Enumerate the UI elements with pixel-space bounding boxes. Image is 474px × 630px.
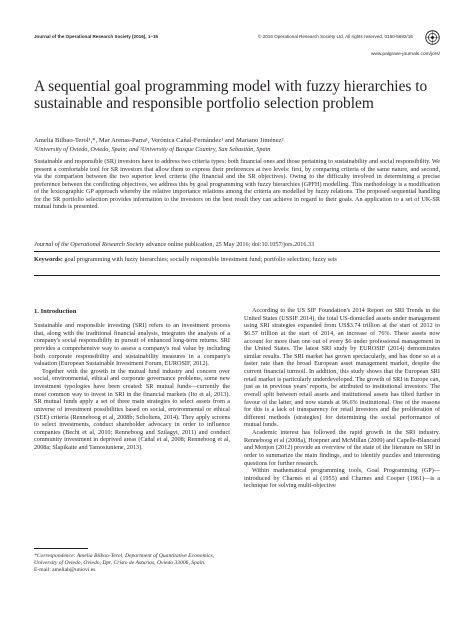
- journal-running-header: Journal of the Operational Research Society (2016), 1–15: [34, 34, 159, 39]
- divider-top: [34, 251, 440, 252]
- abstract: Sustainable and responsible (SR) investors have to address two criteria types: both financial ones and those pertaining to sustainability and social responsibility. We present a comfortable tool for SR investors that allow them to express their preferences at two levels: first, by comparing criteria of the same nature, and second, via the comparison between the two superior level criteria (the financial and the SR objectives). Owing to the difficulty involved in determining a precise preference between the conflicting objectives, we address this by goal programming with fuzzy hierarchies (GPFH) modelling. This methodology is a modification of the lexicographic GP approach whereby the relative importance relations among the criteria are modelled by fuzzy relations. The proposed sequential handling for the SR portfolio selection provides information to the investors on the best result they can achieve in regard to their goals. An application to a set of UK-SR mutual funds is presented.: [34, 158, 440, 211]
- author-affiliations: ¹University of Oviedo, Oviedo, Spain; and ²University of Basque Country, San Sebastián, Spain: [34, 146, 271, 153]
- keywords-text: goal programming with fuzzy hierarchies; socially responsible investment fund; portfolio selection; fuzzy sets: [62, 256, 337, 263]
- copyright-notice: © 2016 Operational Research Society Ltd. All rights reserved. 0160-5682/16: [258, 34, 413, 39]
- journal-website-link[interactable]: www.palgrave-journals.com/jors/: [370, 52, 440, 57]
- author-list: Amelia Bilbao-Terol¹,*, Mar Arenas-Parra¹, Verónica Cañal-Fernández¹ and Mariano Jiménez²: [34, 137, 284, 144]
- left-paragraph-1: Sustainable and responsible investing (SRI) refers to an investment process that, along with the traditional financial analysis, integrates the analysis of a company's social responsibility in pursuit of enhanced long-term returns. SRI provides a comprehensive way to assess a company's real value by including both corporate responsibility and sustainability measures in a company's valuation (European Sustainable Investment Forum, EUROSIF, 2012).: [34, 322, 230, 368]
- right-paragraph-2: Academic interest has followed the rapid growth in the SRI industry. Renneboog et al (2008a), Hoepner and McMillan (2009) and Capelle-Blancard and Monjon (2012) provide an overview of the state of the literature on SRI in order to summarize the main findings, and to identify puzzles and interesting questions for further research.: [244, 429, 440, 467]
- footnote-label: *Correspondence:: [34, 553, 76, 559]
- keywords-label: Keywords:: [34, 256, 63, 263]
- keywords: [34, 256, 440, 264]
- article-title: A sequential goal programming model with fuzzy hierarchies to sustainable and responsible portfolio selection problem: [34, 78, 428, 112]
- citation-line: [34, 241, 440, 249]
- right-paragraph-3: Within mathematical programming tools, Goal Programming (GP)—introduced by Charnes et al (1955) and Charnes and Cooper (1961)—is a technique for solving multi-objective: [244, 467, 440, 490]
- left-column: [34, 322, 230, 452]
- publisher-logo-icon: [425, 30, 440, 45]
- footnote-text: Amelia Bilbao-Terol, Department of Quantitative Economics, University of Oviedo, Oviedo, Dpt. Cristo de Asturias, Oviedo 33006, Spain.: [34, 553, 215, 566]
- section-heading-introduction: 1. Introduction: [34, 308, 77, 315]
- divider-bottom: [34, 275, 440, 276]
- left-paragraph-2: Together with the growth in the mutual fund industry and concern over social, environmental, ethical and corporate governance problems, some new investment typologies have been created: SR mutual funds—currently the most common way to invest in SRI in the financial markets (Ito et al, 2013). SR mutual funds apply a set of three main strategies to select assets from a universe of investment possibilities based on social, environmental or ethical (SEE) criteria (Renneboog et al, 2008b; Scholtens, 2014). They apply screens to select investments, conduct shareholder advocacy in order to influence companies (Becht et al, 2010; Renneboog and Szilagyi, 2011) and conduct community investment in deprived areas (Cañal et al, 2008; Renneboog et al, 2008a; Slapikaite and Tamosiuniene, 2013).: [34, 367, 230, 451]
- footnote-email[interactable]: E-mail: ameliab@uniovi.es: [34, 567, 96, 573]
- footnote-divider: [34, 548, 88, 549]
- correspondence-footnote: [34, 553, 230, 574]
- right-column: [244, 307, 440, 490]
- citation-journal-name: Journal of the Operational Research Society: [34, 241, 145, 248]
- citation-details: advance online publication, 25 May 2016; doi:10.1057/jors.2016.33: [144, 241, 315, 248]
- right-paragraph-1: According to the US SIF Foundation's 2014 Report on SRI Trends in the United States (USSIF 2014), the total US-domiciled assets under management using SRI strategies expanded from US$3.74 trillion at the start of 2012 to $6.57 trillion at the start of 2014, an increase of 76%. These assets now account for more than one out of every $6 under professional management in the United States. The latest SRI study by EUROSIF (2014) demonstrates similar results. The SRI market has grown spectacularly, and has done so at a faster rate than the broad European asset management market, despite the current financial turmoil. In addition, this study shows that the European SRI retail market is particularly underdeveloped. The growth of SRI in Europe can, just as in previous years' reports, be attributed to institutional investors. The overall split between retail assets and institutional assets has tilted further in favour of the latter, and now stands at 96.6% institutional. One of the reasons for this is a lack of transparency for retail investors and the proliferation of different methods (strategies) for determining the social performance of mutual funds.: [244, 307, 440, 429]
